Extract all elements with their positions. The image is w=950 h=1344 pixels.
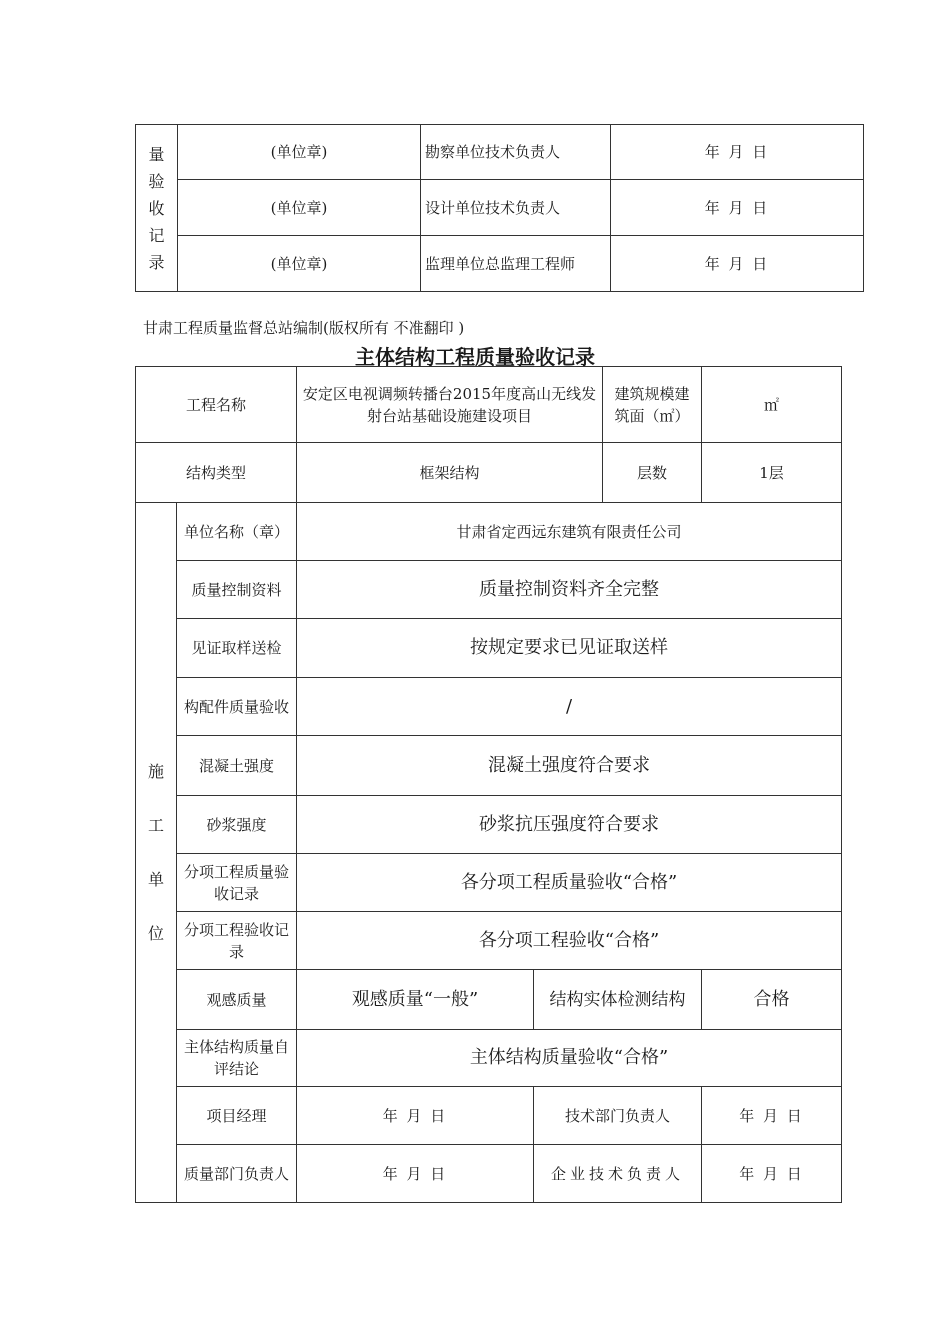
floors-label: 层数 bbox=[603, 443, 702, 503]
side-label-construction bbox=[136, 503, 177, 1203]
date-cell: 年 月 日 bbox=[611, 180, 864, 236]
row-value: 各分项工程质量验收“合格” bbox=[297, 854, 842, 912]
seal-cell: (单位章) bbox=[178, 236, 421, 292]
row-label: 砂浆强度 bbox=[177, 796, 297, 854]
row-label: 见证取样送检 bbox=[177, 619, 297, 678]
row-value: / bbox=[297, 678, 842, 736]
side-label-acceptance bbox=[136, 125, 178, 292]
row-value: 各分项工程验收“合格” bbox=[297, 912, 842, 970]
corp-tech-date: 年 月 日 bbox=[702, 1145, 842, 1203]
corp-tech-label: 企业技术负责人 bbox=[534, 1145, 702, 1203]
project-name-label: 工程名称 bbox=[136, 367, 297, 443]
row-label: 构配件质量验收 bbox=[177, 678, 297, 736]
floors-value: 1层 bbox=[702, 443, 842, 503]
role-cell: 监理单位总监理工程师 bbox=[421, 236, 611, 292]
seal-cell: (单位章) bbox=[178, 125, 421, 180]
project-manager-date: 年 月 日 bbox=[297, 1087, 534, 1145]
quality-dept-label: 质量部门负责人 bbox=[177, 1145, 297, 1203]
unit-name-value: 甘肃省定西远东建筑有限责任公司 bbox=[297, 503, 842, 561]
self-assessment-label: 主体结构质量自评结论 bbox=[177, 1030, 297, 1087]
acceptance-signature-table bbox=[135, 124, 864, 292]
row-label: 分项工程质量验收记录 bbox=[177, 854, 297, 912]
structure-type-value: 框架结构 bbox=[297, 443, 603, 503]
structure-type-label: 结构类型 bbox=[136, 443, 297, 503]
seal-cell: (单位章) bbox=[178, 180, 421, 236]
building-scale-value: ㎡ bbox=[702, 367, 842, 443]
structure-entity-label: 结构实体检测结构 bbox=[534, 970, 702, 1030]
date-cell: 年 月 日 bbox=[611, 236, 864, 292]
project-name-value: 安定区电视调频转播台2015年度高山无线发射台站基础设施建设项目 bbox=[297, 367, 603, 443]
row-value: 按规定要求已见证取送样 bbox=[297, 619, 842, 678]
self-assessment-value: 主体结构质量验收“合格” bbox=[297, 1030, 842, 1087]
side-label-text: 量验收记录 bbox=[148, 144, 165, 272]
row-label: 质量控制资料 bbox=[177, 561, 297, 619]
role-cell: 勘察单位技术负责人 bbox=[421, 125, 611, 180]
copyright-note: 甘肃工程质量监督总站编制(版权所有 不准翻印 ) bbox=[143, 319, 465, 337]
tech-dept-label: 技术部门负责人 bbox=[534, 1087, 702, 1145]
page-title: 主体结构工程质量验收记录 bbox=[355, 345, 595, 369]
row-label: 分项工程验收记录 bbox=[177, 912, 297, 970]
appearance-quality-value: 观感质量“一般” bbox=[297, 970, 534, 1030]
appearance-quality-label: 观感质量 bbox=[177, 970, 297, 1030]
building-scale-label: 建筑规模建筑面（㎡） bbox=[603, 367, 702, 443]
date-cell: 年 月 日 bbox=[611, 125, 864, 180]
row-value: 混凝土强度符合要求 bbox=[297, 736, 842, 796]
side-label-text: 施工单位 bbox=[148, 761, 165, 943]
row-label: 混凝土强度 bbox=[177, 736, 297, 796]
tech-dept-date: 年 月 日 bbox=[702, 1087, 842, 1145]
unit-name-label: 单位名称（章） bbox=[177, 503, 297, 561]
quality-dept-date: 年 月 日 bbox=[297, 1145, 534, 1203]
row-value: 砂浆抗压强度符合要求 bbox=[297, 796, 842, 854]
project-manager-label: 项目经理 bbox=[177, 1087, 297, 1145]
structure-entity-value: 合格 bbox=[702, 970, 842, 1030]
main-structure-acceptance-table bbox=[135, 366, 842, 1203]
row-value: 质量控制资料齐全完整 bbox=[297, 561, 842, 619]
role-cell: 设计单位技术负责人 bbox=[421, 180, 611, 236]
